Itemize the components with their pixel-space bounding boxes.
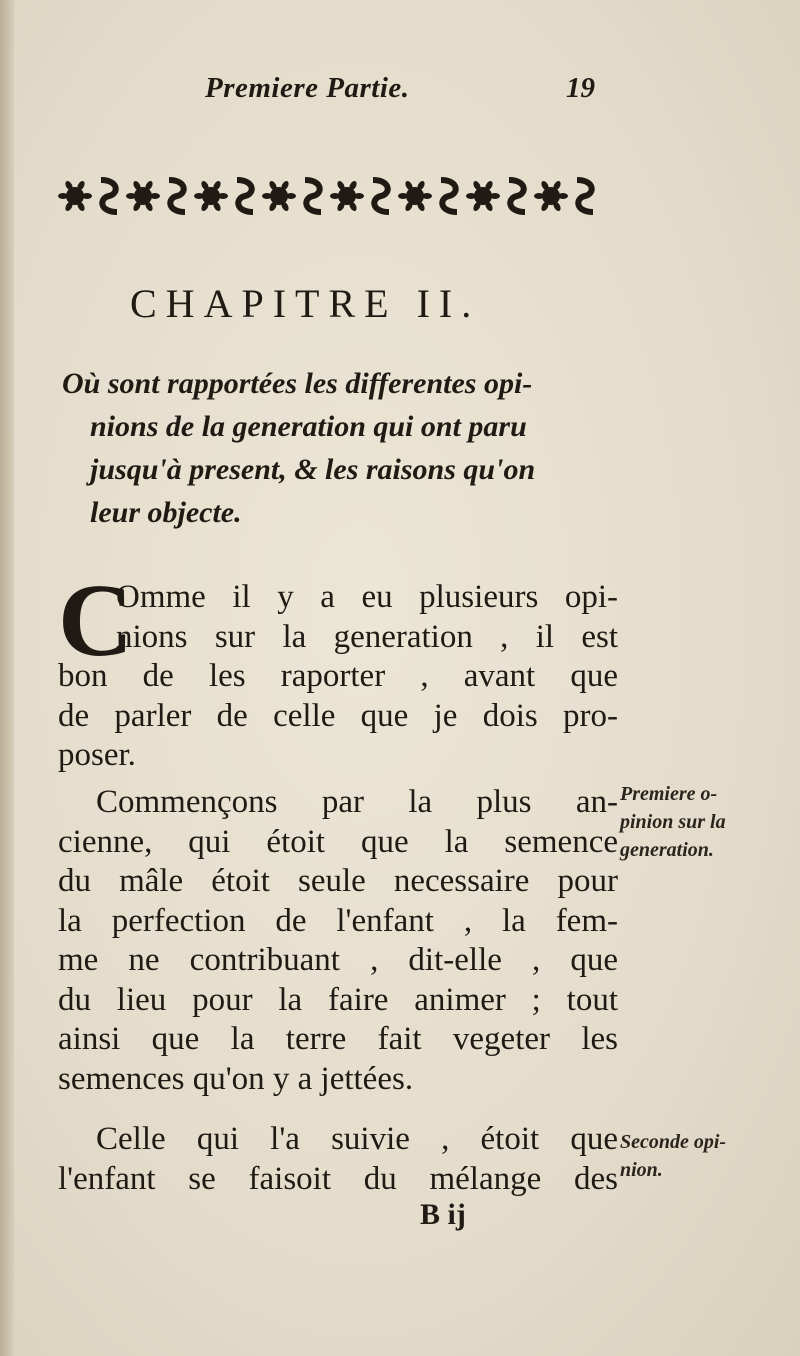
margin-note-line: generation. xyxy=(620,839,714,861)
ornament-scroll xyxy=(441,180,457,212)
ornament-petal xyxy=(262,193,272,199)
ornament-scroll xyxy=(509,180,525,212)
ornament-scroll xyxy=(577,180,593,212)
text-line: poser. xyxy=(58,737,136,773)
ornament-flower xyxy=(134,187,152,205)
summary-line: nions de la generation qui ont paru xyxy=(90,410,527,443)
ornament-petal xyxy=(126,193,136,199)
ornament-flower xyxy=(474,187,492,205)
text-line: du lieu pour la faire animer ; tout xyxy=(58,981,618,1018)
ornament-petal xyxy=(534,193,544,199)
ornament-band xyxy=(58,170,608,218)
ornament-flower xyxy=(542,187,560,205)
margin-note-second-opinion xyxy=(620,1128,726,1184)
ornament-flower xyxy=(406,187,424,205)
ornament-petal xyxy=(466,193,476,199)
ornament-petal xyxy=(422,193,432,199)
ornament-flower xyxy=(338,187,356,205)
ornament-flower xyxy=(66,187,84,205)
text-line: semences qu'on y a jettées. xyxy=(58,1060,414,1097)
ornament-petal xyxy=(330,193,340,199)
page-number: 19 xyxy=(566,72,595,104)
text-line: la perfection de l'enfant , la fem- xyxy=(58,902,618,939)
text-line: Commençons par la plus an- xyxy=(96,784,618,820)
text-line: cienne, qui étoit que la semence xyxy=(58,823,618,860)
summary-line: Où sont rapportées les differentes opi- xyxy=(62,367,533,400)
margin-note-line: Seconde opi- xyxy=(620,1131,727,1153)
signature-mark: B ij xyxy=(420,1198,466,1231)
drop-cap: C xyxy=(58,563,134,678)
paragraph-3 xyxy=(58,1120,618,1199)
ornament-scroll xyxy=(101,180,117,212)
text-line: de parler de celle que je dois pro- xyxy=(58,697,618,734)
margin-note-first-opinion xyxy=(620,780,726,864)
chapter-summary xyxy=(62,362,622,534)
text-line: bon de les raporter , avant que xyxy=(58,658,618,694)
text-line: ainsi que la terre fait vegeter les xyxy=(58,1021,618,1057)
summary-line: leur objecte. xyxy=(90,496,242,529)
ornament-petal xyxy=(82,193,92,199)
ornament-petal xyxy=(218,193,228,199)
ornament-petal xyxy=(354,193,364,199)
margin-note-line: pinion sur la xyxy=(620,811,726,833)
page-gutter xyxy=(0,0,14,1356)
ornament-scroll xyxy=(373,180,389,212)
running-head: Premiere Partie. xyxy=(205,72,410,104)
ornament-petal xyxy=(58,193,68,199)
ornament-scroll xyxy=(169,180,185,212)
paragraph-1 xyxy=(58,563,618,776)
ornament-petal xyxy=(194,193,204,199)
margin-note-line: Premiere o- xyxy=(620,783,718,805)
margin-note-line: nion. xyxy=(620,1159,663,1181)
text-line: me ne contribuant , dit-elle , que xyxy=(58,942,618,978)
ornament-petal xyxy=(558,193,568,199)
summary-line: jusqu'à present, & les raisons qu'on xyxy=(90,453,536,486)
ornament-petal xyxy=(286,193,296,199)
ornament-flower xyxy=(202,187,220,205)
ornament-flower xyxy=(270,187,288,205)
paragraph-2 xyxy=(58,783,618,1099)
ornament-petal xyxy=(398,193,408,199)
text-line: nions sur la generation , il est xyxy=(116,618,618,655)
chapter-title: CHAPITRE II. xyxy=(130,281,481,326)
text-line: Omme il y a eu plusieurs opi- xyxy=(116,579,618,615)
ornament-scroll xyxy=(237,180,253,212)
text-line: Celle qui l'a suivie , étoit que xyxy=(96,1121,618,1157)
ornament-petal xyxy=(490,193,500,199)
ornament-scroll xyxy=(305,180,321,212)
ornament-petal xyxy=(150,193,160,199)
text-line: du mâle étoit seule necessaire pour xyxy=(58,863,618,899)
text-line: l'enfant se faisoit du mélange des xyxy=(58,1160,618,1197)
ornament-glyphs xyxy=(58,180,593,212)
